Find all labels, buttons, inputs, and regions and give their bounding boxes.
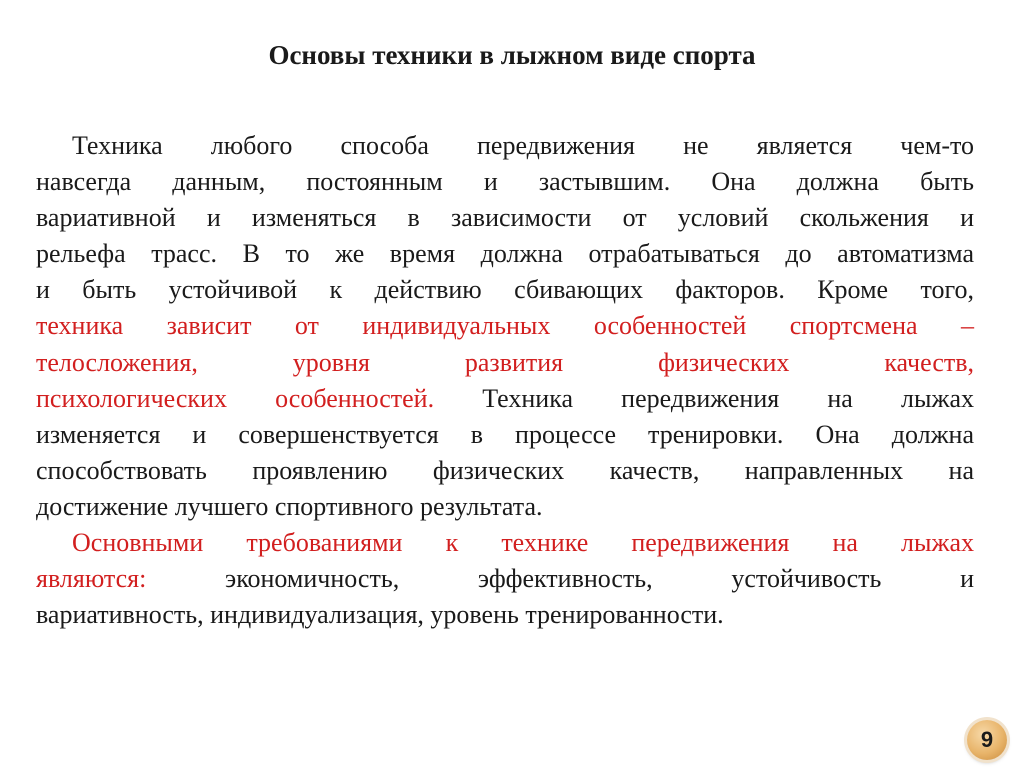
highlight-text: психологических особенностей.: [36, 383, 435, 413]
paragraph-1-line-6-highlight: техника зависит от индивидуальных особенностей спортсмена –: [36, 311, 974, 341]
paragraph-1-line-5: и быть устойчивой к действию сбивающих факторов. Кроме того,: [36, 275, 974, 305]
body-text-segment: экономичность, эффективность, устойчивость и: [146, 564, 974, 594]
slide-title: Основы техники в лыжном виде спорта: [268, 40, 756, 70]
body-text-segment: Техника передвижения на лыжах: [434, 383, 974, 413]
paragraph-1-line-4: рельефа трасс. В то же время должна отрабатываться до автоматизма: [36, 239, 974, 269]
paragraph-2-line-1-highlight: Основными требованиями к технике передвижения на лыжах: [72, 528, 974, 558]
paragraph-1-line-2: навсегда данным, постоянным и застывшим. Она должна быть: [36, 167, 974, 197]
page-number: 9: [980, 727, 994, 752]
paragraph-1-line-1: Техника любого способа передвижения не является чем-то: [72, 131, 974, 160]
highlight-text: являются:: [36, 564, 147, 594]
paragraph-1-line-10: способствовать проявлению физических качеств, направленных на: [36, 455, 974, 485]
paragraph-1-line-8: [36, 381, 974, 417]
paragraph-1-line-9: изменяется и совершенствуется в процессе тренировки. Она должна: [36, 419, 974, 449]
paragraph-1-line-3: вариативной и изменяться в зависимости от условий скольжения и: [36, 203, 974, 233]
body-text: [36, 128, 974, 633]
paragraph-1-line-11: достижение лучшего спортивного результата.: [36, 491, 543, 521]
paragraph-2-line-3: вариативность, индивидуализация, уровень тренированности.: [36, 600, 724, 630]
page-number-badge: [967, 720, 1007, 760]
paragraph-1-line-7-highlight: телосложения, уровня развития физических качеств,: [36, 347, 974, 377]
paragraph-2-line-2: [36, 561, 974, 597]
